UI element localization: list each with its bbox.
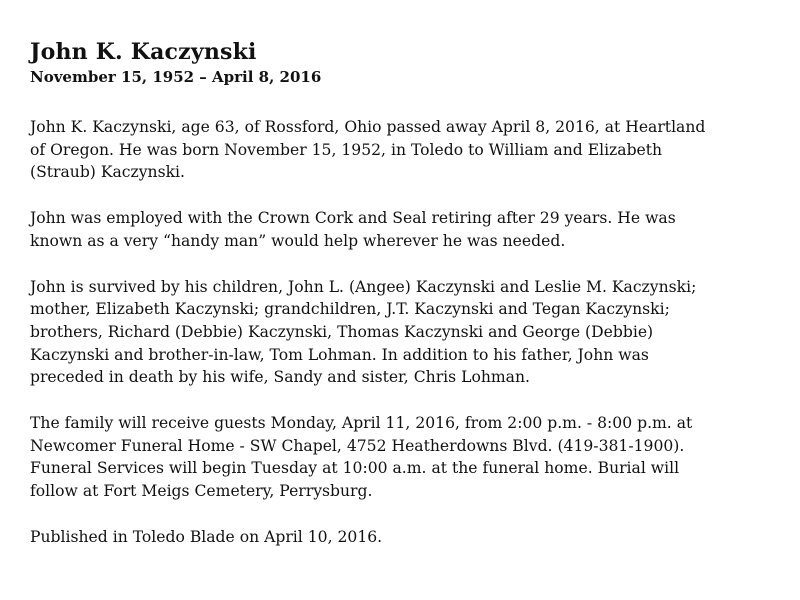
- paragraph-employment: [30, 207, 775, 252]
- text-line: John is survived by his children, John L. (Angee) Kaczynski and Leslie M. Kaczynski;: [30, 277, 697, 296]
- text-line: Funeral Services will begin Tuesday at 10:00 a.m. at the funeral home. Burial will: [30, 459, 680, 478]
- text-line: follow at Fort Meigs Cemetery, Perrysburg.: [30, 482, 373, 501]
- text-line: The family will receive guests Monday, April 11, 2016, from 2:00 p.m. - 8:00 p.m. at: [30, 414, 693, 433]
- obituary-document: [30, 38, 775, 549]
- text-line: John was employed with the Crown Cork and Seal retiring after 29 years. He was: [30, 209, 676, 228]
- paragraph-survivors: [30, 276, 775, 390]
- text-line: mother, Elizabeth Kaczynski; grandchildren, J.T. Kaczynski and Tegan Kaczynski;: [30, 300, 670, 319]
- life-dates: November 15, 1952 – April 8, 2016: [30, 68, 322, 86]
- paragraph-biography: [30, 116, 775, 184]
- text-line: (Straub) Kaczynski.: [30, 163, 185, 182]
- text-line: Published in Toledo Blade on April 10, 2016.: [30, 527, 383, 546]
- text-line: preceded in death by his wife, Sandy and sister, Chris Lohman.: [30, 368, 530, 387]
- paragraph-services: [30, 412, 775, 503]
- text-line: of Oregon. He was born November 15, 1952, in Toledo to William and Elizabeth: [30, 140, 663, 159]
- paragraph-publication: [30, 526, 775, 549]
- text-line: known as a very “handy man” would help wherever he was needed.: [30, 231, 566, 250]
- text-line: Newcomer Funeral Home - SW Chapel, 4752 Heatherdowns Blvd. (419-381-1900).: [30, 436, 685, 455]
- text-line: brothers, Richard (Debbie) Kaczynski, Thomas Kaczynski and George (Debbie): [30, 322, 654, 341]
- text-line: John K. Kaczynski, age 63, of Rossford, Ohio passed away April 8, 2016, at Heartland: [30, 118, 706, 136]
- text-line: Kaczynski and brother-in-law, Tom Lohman. In addition to his father, John was: [30, 345, 649, 364]
- page-title: John K. Kaczynski: [30, 39, 257, 65]
